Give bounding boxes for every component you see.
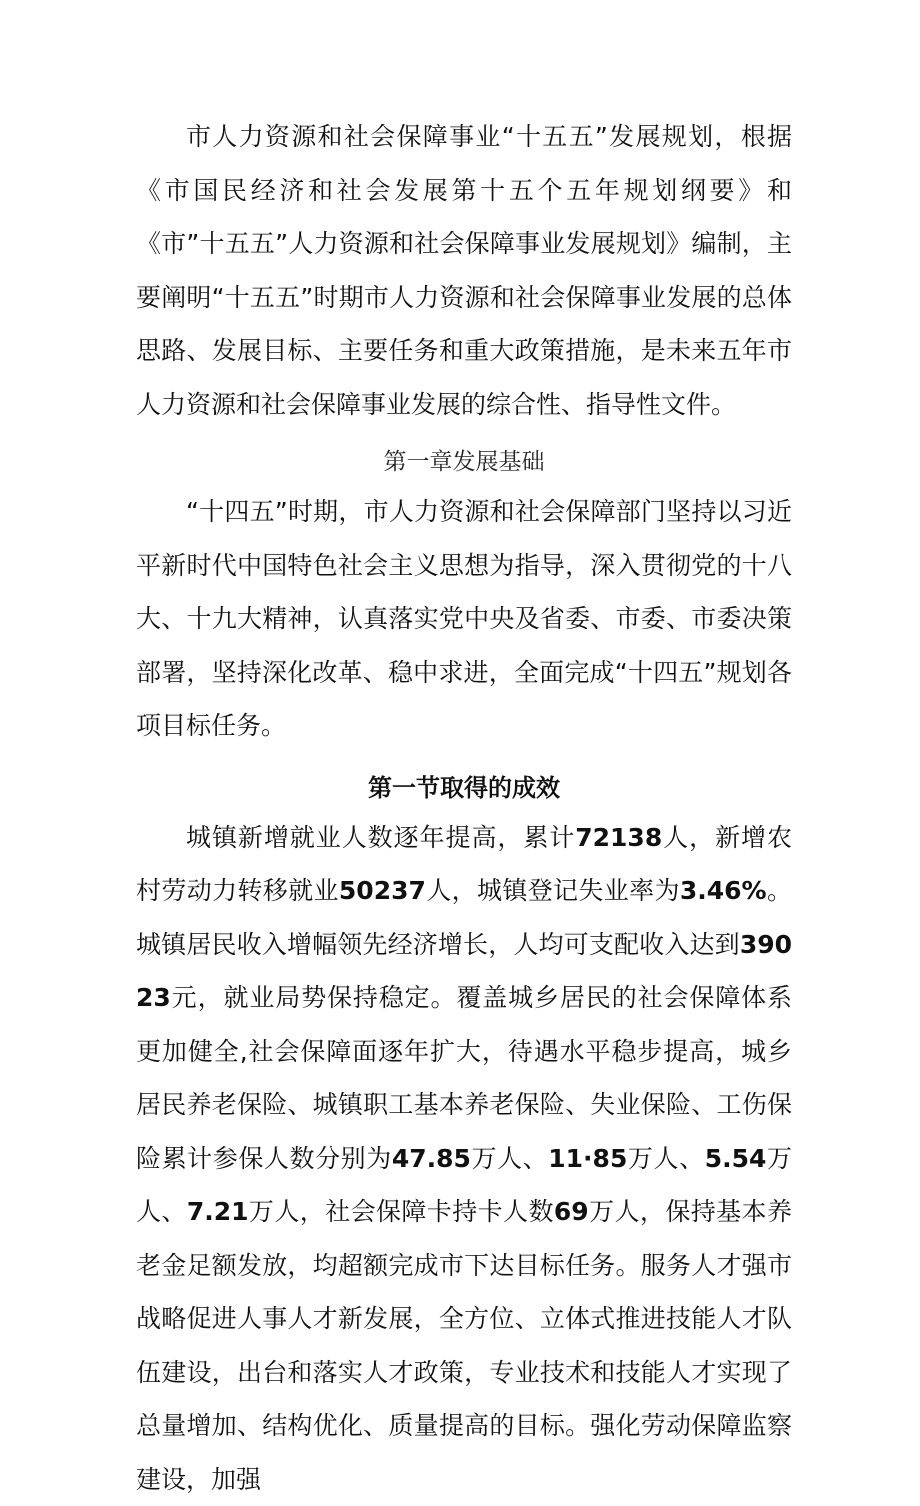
text-run: 元，就业局势保持稳定。覆盖城乡居民的社会保障体系更加健全,社会保障面逐年扩大，待遇水平稳步提高，城乡居民养老保险、城镇职工基本养老保险、失业保险、工伤保险累计参保人数分别为 [136, 983, 792, 1173]
text-run: 万人、 [627, 1144, 704, 1173]
section-title: 第一节取得的成效 [136, 765, 792, 811]
injury-insured-number: 7.21 [187, 1197, 249, 1226]
text-run: 万人、 [471, 1144, 548, 1173]
text-run: 万人、 [136, 1144, 792, 1227]
new-urban-jobs-number: 72138 [575, 823, 662, 852]
text-run: 人，城镇登记失业率为 [426, 876, 680, 905]
resident-pension-insured-number: 47.85 [392, 1144, 471, 1173]
chapter-paragraph: “十四五”时期，市人力资源和社会保障部门坚持以习近平新时代中国特色社会主义思想为指导，深入贯彻党的十八大、十九大精神，认真落实党中央及省委、市委、市委决策部署，坚持深化改革、稳中求进，全面完成“十四五”规划各项目标任务。 [136, 485, 792, 753]
achievements-paragraph [136, 811, 792, 1506]
text-run: 人，新增农村劳动力转移就业 [136, 823, 792, 906]
unemployment-rate-number: 3.46% [680, 876, 767, 905]
employee-pension-insured-number: 11·85 [548, 1144, 627, 1173]
text-run: 万人，社会保障卡持卡人数 [249, 1197, 554, 1226]
intro-paragraph: 市人力资源和社会保障事业“十五五”发展规划，根据《市国民经济和社会发展第十五个五年规划纲要》和《市”十五五”人力资源和社会保障事业发展规划》编制，主要阐明“十五五”时期市人力资源和社会保障事业发展的总体思路、发展目标、主要任务和重大政策措施，是未来五年市人力资源和社会保障事业发展的综合性、指导性文件。 [136, 110, 792, 431]
text-run: 城镇新增就业人数逐年提高，累计 [186, 823, 575, 852]
social-security-card-number: 69 [554, 1197, 589, 1226]
text-run: 。城镇居民收入增幅领先经济增长，人均可支配收入达到 [136, 876, 792, 959]
rural-labor-transfer-number: 50237 [339, 876, 426, 905]
unemployment-insured-number: 5.54 [705, 1144, 767, 1173]
disposable-income-number: 39023 [136, 930, 792, 1013]
text-run: 万人，保持基本养老金足额发放，均超额完成市下达目标任务。服务人才强市战略促进人事人才新发展，全方位、立体式推进技能人才队伍建设，出台和落实人才政策，专业技术和技能人才实现了总量增加、结构优化、质量提高的目标。强化劳动保障监察建设，加强 [136, 1197, 792, 1494]
chapter-title: 第一章发展基础 [136, 439, 792, 485]
